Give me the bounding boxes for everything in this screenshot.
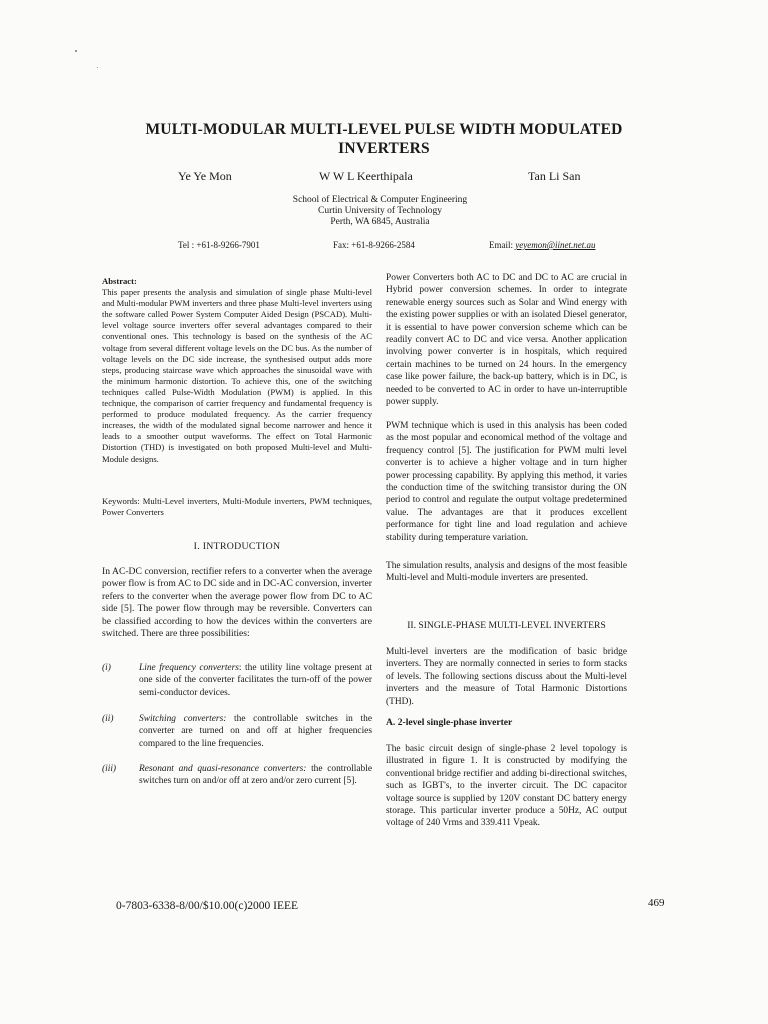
section-1-heading: I. INTRODUCTION — [193, 541, 281, 552]
title-line-2: INVERTERS — [338, 140, 430, 157]
affiliation-line-3: Perth, WA 6845, Australia — [330, 217, 430, 227]
author-3: Tan Li San — [528, 169, 581, 183]
item-term: Switching converters: — [139, 714, 227, 724]
affiliation — [230, 195, 530, 228]
item-text: the controllable switches in the converter are turned on and off at higher frequencies compared to the line frequencies. — [139, 714, 373, 749]
possibility-item — [102, 763, 372, 788]
item-number: (i) — [102, 663, 111, 673]
possibility-item — [102, 662, 372, 699]
item-number: (iii) — [102, 764, 117, 774]
item-text: : the utility line voltage present at one side of the converter facilitates the turn-off of the power semi-conductor devices. — [139, 663, 372, 698]
introduction-paragraph: In AC-DC conversion, rectifier refers to a converter when the average power flow is from AC to DC side and in DC-AC conversion, inverter refers to the converter when the average power flow from DC to AC side [5]. The power flow through may be reversible. Converters can be classified according to how the devices within the converters are switched. There are three possibilities: — [102, 566, 372, 640]
scan-speck — [97, 67, 98, 68]
subsection-heading: A. 2-level single-phase inverter — [386, 717, 513, 728]
item-term: Resonant and quasi-resonance converters: — [139, 764, 307, 774]
item-text: the controllable switches turn on and/or off at zero and/or zero current [5]. — [139, 764, 373, 787]
section-2-paragraph: Multi-level inverters are the modification of basic bridge inverters. They are normally connected in series to form stacks of levels. The following sections discuss about the Multi-level inverters and the measure of Total Harmonic Distortions (THD). — [386, 647, 627, 707]
affiliation-line-1: School of Electrical & Computer Engineering — [292, 195, 468, 205]
item-term: Line frequency converters — [139, 663, 239, 673]
email-line — [489, 240, 596, 250]
right-paragraph-3: The simulation results, analysis and designs of the most feasible Multi-level and Multi-module inverters are presented. — [386, 561, 627, 584]
right-paragraph-2: PWM technique which is used in this analysis has been coded as the most popular and economical method of the voltage and frequency control [5]. The justification for PWM multi level converter is to achieve a higher voltage and in turn higher power processing capability. By applying this method, it varies the conduction time of the switching transistor during the ON period to control and regulate the output voltage predetermined value. The advantages are that it produces excellent performance for tight line and load regulation and achieve stability during temperature variation. — [386, 421, 627, 543]
title-line-1: MULTI-MODULAR MULTI-LEVEL PULSE WIDTH MODULATED — [145, 121, 623, 138]
author-2: W W L Keerthipala — [319, 169, 413, 183]
item-number: (ii) — [102, 714, 114, 724]
abstract-heading: Abstract: — [102, 276, 137, 286]
abstract — [102, 276, 372, 465]
scan-speck — [75, 50, 77, 52]
right-paragraph-1: Power Converters both AC to DC and DC to AC are crucial in Hybrid power conversion schemes. In order to integrate renewable energy sources such as Solar and Wind energy with the existing power supplies or with an isolated Diesel generator, it is essential to have power conversion scheme which can be readily convert AC to DC and vice versa. Another application involving power converter is in hospitals, which required certain machines to be turned on 24 hours. In the emergency case like power failure, the back-up battery, which is in DC, is needed to be converted to AC in order to have un-interruptible power supply. — [386, 273, 627, 408]
paper-title — [100, 120, 668, 158]
author-1: Ye Ye Mon — [178, 169, 232, 183]
possibility-item — [102, 713, 372, 750]
email-link[interactable]: yeyemon@iinet.net.au — [515, 240, 596, 250]
subsection-paragraph: The basic circuit design of single-phase 2 level topology is illustrated in figure 1. It is constructed by modifying the conventional bridge rectifier and adding bi-directional switches, such as IGBT's, to the inverter circuit. The DC capacitor voltage source is supplied by 120V constant DC battery energy storage. This particular inverter produce a 50Hz, AC output voltage of 240 Vrms and 339.411 Vpeak. — [386, 744, 627, 829]
fax: Fax: +61-8-9266-2584 — [333, 240, 415, 250]
email-label: Email: — [489, 240, 516, 250]
affiliation-line-2: Curtin University of Technology — [318, 206, 442, 216]
section-2-heading: II. SINGLE-PHASE MULTI-LEVEL INVERTERS — [407, 620, 606, 631]
abstract-text: This paper presents the analysis and simulation of single phase Multi-level and Multi-modular PWM inverters and three phase Multi-level inverters using the software called Power System Computer Aided Design (PSCAD). Multi-level voltage source inverters offer several advantages compared to their conventional ones. This technology is based on the synthesis of the AC voltage from several different voltage levels on the DC bus. As the number of voltage levels on the DC side increase, the synthesised output adds more steps, producing staircase wave which approaches the sinusoidal wave with the minimum harmonic distortion. To achieve this, one of the switching techniques called Pulse-Width Modulation (PWM) is applied. In this technique, the comparison of carrier frequency and fundamental frequency is performed to produce modulated frequency. As the carrier frequency increases, the width of the modulated signal become narrower and hence it leads to a smoother output waveforms. The effect on Total Harmonic Distortion (THD) is investigated on both proposed Multi-level and Multi-Module designs. — [102, 287, 372, 464]
page-number: 469 — [648, 897, 665, 909]
keywords: Keywords: Multi-Level inverters, Multi-Module inverters, PWM techniques, Power Converters — [102, 496, 372, 518]
copyright-notice: 0-7803-6338-8/00/$10.00(c)2000 IEEE — [116, 900, 299, 912]
telephone: Tel : +61-8-9266-7901 — [178, 240, 260, 250]
